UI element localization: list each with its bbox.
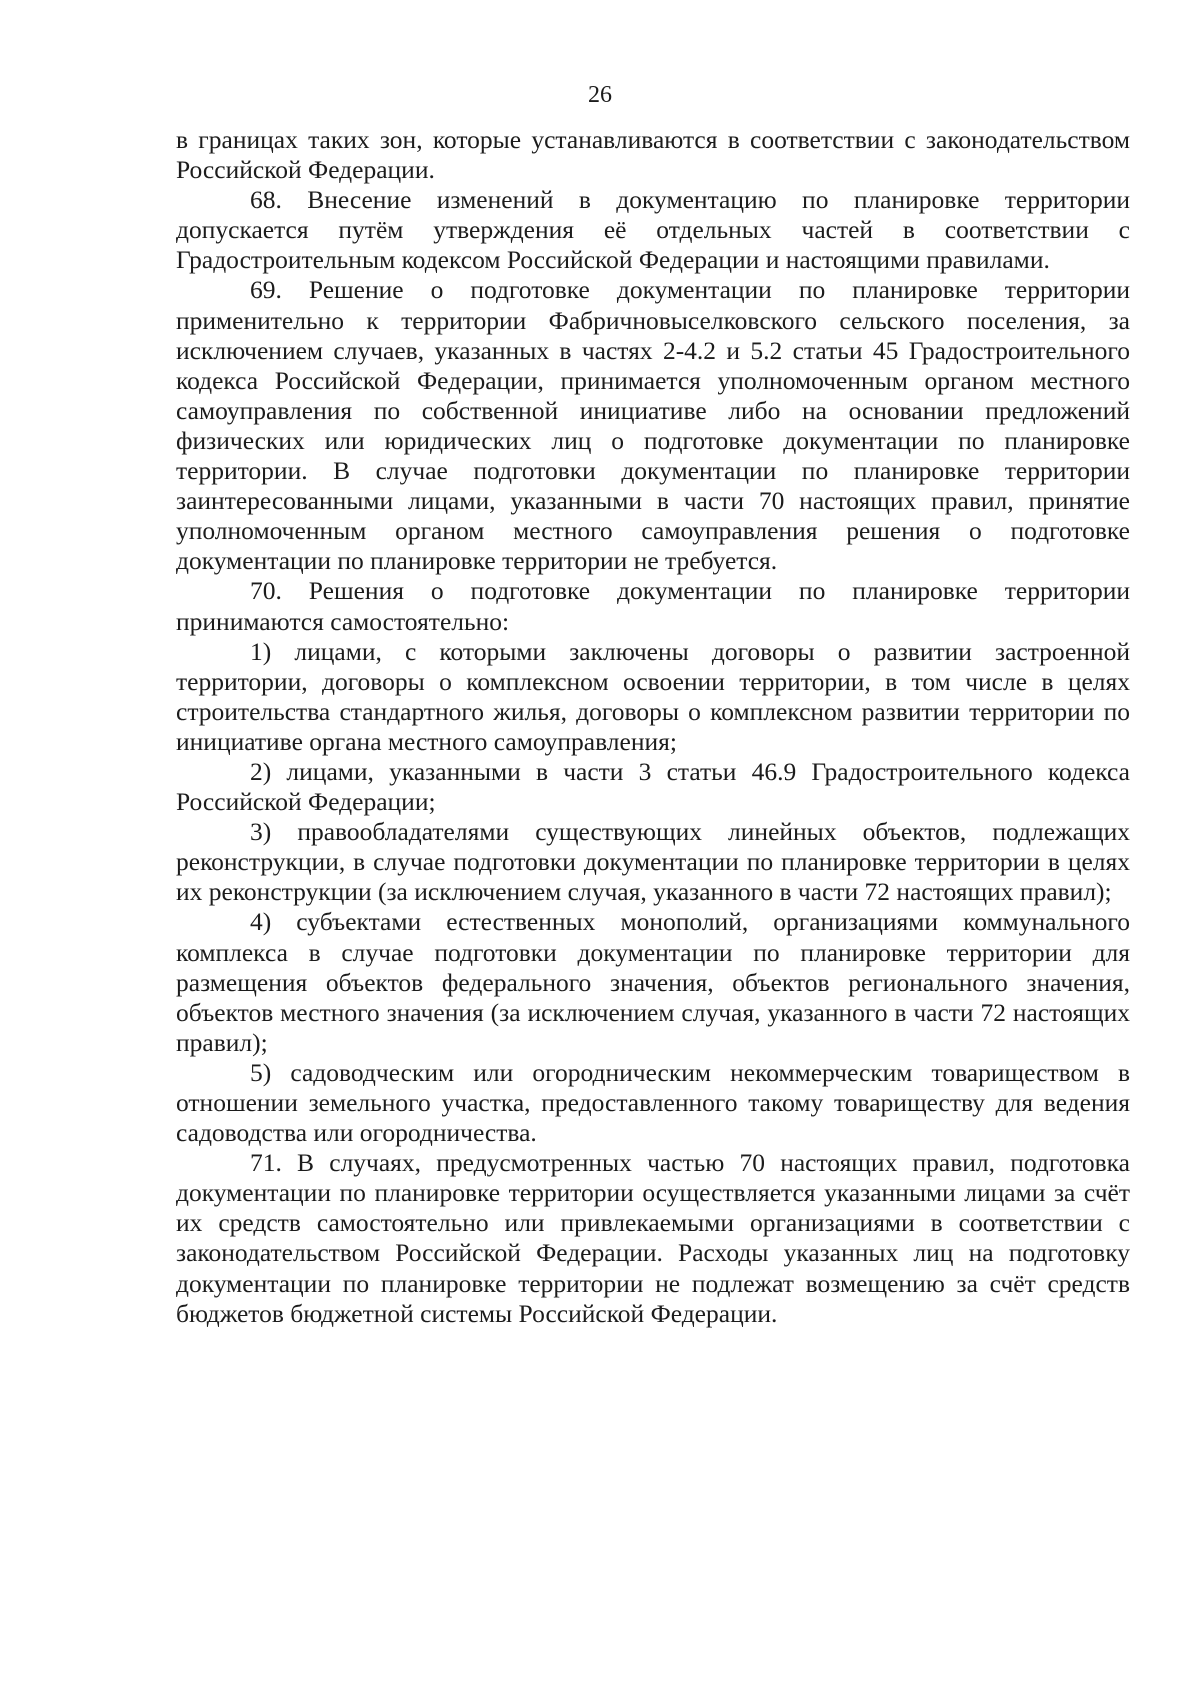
list-item-2: 2) лицами, указанными в части 3 статьи 46.9 Градостроительного кодекса Российской Федерации;: [176, 756, 1130, 817]
list-item-3: 3) правообладателями существующих линейных объектов, подлежащих реконструкции, в случае подготовки документации по планировке территории в целях их реконструкции (за исключением случая, указанного в части 72 настоящих правил);: [176, 817, 1130, 907]
list-item-1: 1) лицами, с которыми заключены договоры о развитии застроенной территории, договоры о комплексном освоении территории, в том числе в целях строительства стандартного жилья, договоры о комплексном развитии территории по инициативе органа местного самоуправления;: [176, 636, 1130, 756]
paragraph-68: 68. Внесение изменений в документацию по планировке территории допускается путём утверждения её отдельных частей в соответствии с Градостроительным кодексом Российской Федерации и настоящими правилами.: [176, 185, 1130, 275]
page-number: 26: [588, 82, 612, 108]
paragraph-continuation: в границах таких зон, которые устанавливаются в соответствии с законодательством Российской Федерации.: [176, 125, 1130, 185]
list-item-5: 5) садоводческим или огородническим некоммерческим товариществом в отношении земельного участка, предоставленного такому товариществу для ведения садоводства или огородничества.: [176, 1057, 1130, 1148]
paragraph-71: 71. В случаях, предусмотренных частью 70 настоящих правил, подготовка документации по планировке территории осуществляется указанными лицами за счёт их средств самостоятельно или привлекаемыми организациями в соответствии с законодательством Российской Федерации. Расходы указанных лиц на подготовку документации по планировке территории не подлежат возмещению за счёт средств бюджетов бюджетной системы Российской Федерации.: [176, 1148, 1130, 1328]
list-item-4: 4) субъектами естественных монополий, организациями коммунального комплекса в случае подготовки документации по планировке территории для размещения объектов федерального значения, объектов регионального значения, объектов местного значения (за исключением случая, указанного в части 72 настоящих правил);: [176, 907, 1130, 1057]
document-body: [176, 125, 1130, 1329]
paragraph-70: 70. Решения о подготовке документации по планировке территории принимаются самостоятельно:: [176, 576, 1130, 636]
paragraph-69: 69. Решение о подготовке документации по планировке территории применительно к территории Фабричновыселковского сельского поселения, за исключением случаев, указанных в частях 2-4.2 и 5.2 статьи 45 Градостроительного кодекса Российской Федерации, принимается уполномоченным органом местного самоуправления по собственной инициативе либо на основании предложений физических или юридических лиц о подготовке документации по планировке территории. В случае подготовки документации по планировке территории заинтересованными лицами, указанными в части 70 настоящих правил, принятие уполномоченным органом местного самоуправления решения о подготовке документации по планировке территории не требуется.: [176, 275, 1130, 576]
